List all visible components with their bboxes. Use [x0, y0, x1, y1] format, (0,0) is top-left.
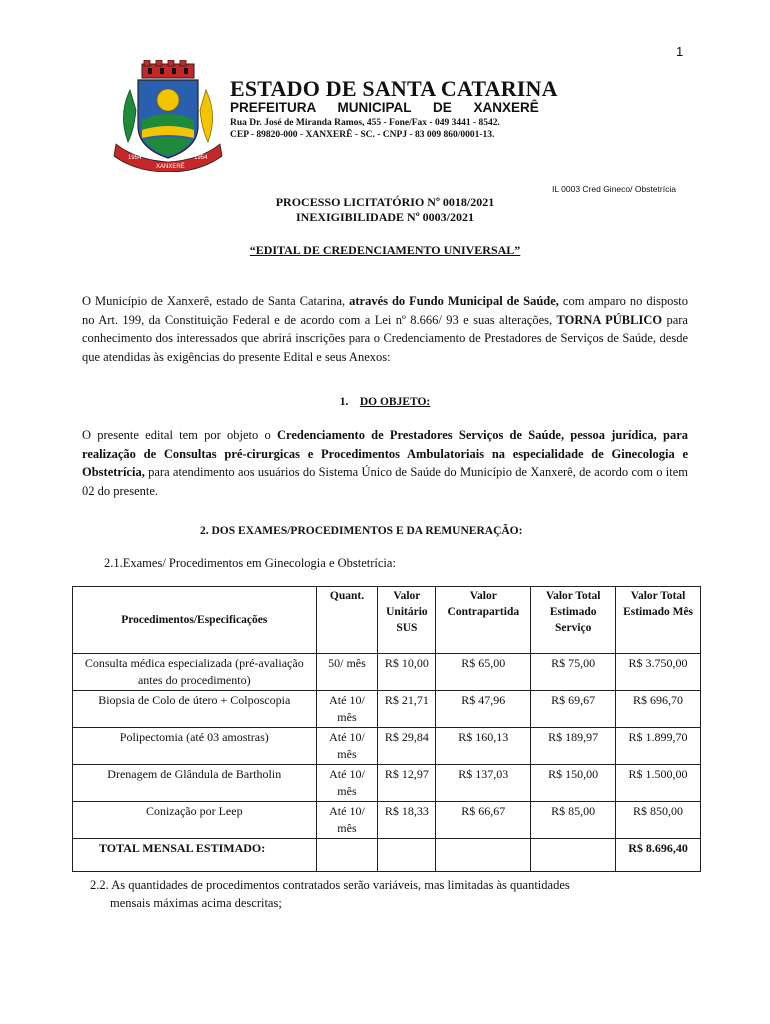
section-2-heading: 2. DOS EXAMES/PROCEDIMENTOS E DA REMUNERAÇÃO: [200, 525, 523, 537]
state-name: ESTADO DE SANTA CATARINA [230, 76, 558, 101]
cell-valor-total-mes: R$ 696,70 [616, 691, 701, 728]
subsection-2-2-line-2: mensais máximas acima descritas; [110, 896, 282, 910]
cell-procedimento: Drenagem de Glândula de Bartholin [73, 765, 317, 802]
header-valor-total-mes: Valor Total Estimado Mês [616, 587, 701, 654]
section-1-heading [0, 396, 770, 408]
total-empty-cell [378, 839, 436, 872]
table-total-row [73, 839, 701, 872]
intro-paragraph [82, 292, 688, 366]
total-value: R$ 8.696,40 [616, 839, 701, 872]
subsection-2-2 [90, 876, 690, 912]
intro-bold-1: através do Fundo Municipal de Saúde, [349, 294, 559, 308]
cell-valor-unitario: R$ 18,33 [378, 802, 436, 839]
page-number: 1 [676, 44, 684, 59]
table-row [73, 654, 701, 691]
table-row [73, 765, 701, 802]
edital-title-text: “EDITAL DE CREDENCIAMENTO UNIVERSAL” [249, 243, 521, 257]
cell-valor-contrapartida: R$ 47,96 [436, 691, 531, 728]
total-empty-cell [316, 839, 378, 872]
crest-banner-bottom: XANXERÊ [156, 164, 185, 170]
header-valor-total-servico: Valor Total Estimado Serviço [531, 587, 616, 654]
objeto-text-1: O presente edital tem por objeto o [82, 428, 277, 442]
cell-quant: Até 10/ mês [316, 691, 378, 728]
header-valor-contrapartida: Valor Contrapartida [436, 587, 531, 654]
cell-valor-unitario: R$ 21,71 [378, 691, 436, 728]
cell-valor-contrapartida: R$ 66,67 [436, 802, 531, 839]
cell-valor-total-mes: R$ 1.899,70 [616, 728, 701, 765]
table-row [73, 728, 701, 765]
procedures-table [72, 586, 701, 872]
header-procedimentos: Procedimentos/Especificações [73, 587, 317, 654]
cell-valor-total-mes: R$ 1.500,00 [616, 765, 701, 802]
document-reference: IL 0003 Cred Gineco/ Obstetrícia [552, 184, 676, 194]
prefeitura-name: PREFEITURA MUNICIPAL DE XANXERÊ [230, 100, 539, 115]
cell-procedimento: Polipectomia (até 03 amostras) [73, 728, 317, 765]
cell-valor-unitario: R$ 12,97 [378, 765, 436, 802]
cell-valor-total-servico: R$ 69,67 [531, 691, 616, 728]
cell-valor-total-servico: R$ 75,00 [531, 654, 616, 691]
total-empty-cell [531, 839, 616, 872]
cell-quant: Até 10/ mês [316, 765, 378, 802]
objeto-bold: Credenciamento de Prestadores Serviços de Saúde, pessoa jurídica, para realização de Consultas pré-cirurgicas e Procedimentos Ambulatoriais na especialidade de Ginecologia e Obstetrícia, [82, 428, 688, 479]
cell-valor-total-mes: R$ 3.750,00 [616, 654, 701, 691]
cell-quant: Até 10/ mês [316, 802, 378, 839]
table-header-row [73, 587, 701, 654]
cell-valor-contrapartida: R$ 137,03 [436, 765, 531, 802]
intro-text-2: com amparo no disposto no Art. 199, da Constituição Federal e de acordo com a Lei nº 8.666/ 93 e suas alterações, [82, 294, 688, 327]
intro-bold-2: TORNA PÚBLICO [556, 312, 663, 327]
table-row [73, 691, 701, 728]
section-1-number: 1. [339, 396, 349, 408]
cell-valor-unitario: R$ 10,00 [378, 654, 436, 691]
cell-valor-total-servico: R$ 150,00 [531, 765, 616, 802]
cell-procedimento: Biopsia de Colo de útero + Colposcopia [73, 691, 317, 728]
inexigibilidade-number: INEXIGIBILIDADE Nº 0003/2021 [296, 210, 474, 224]
edital-title [0, 243, 770, 258]
cell-procedimento: Conização por Leep [73, 802, 317, 839]
total-label: TOTAL MENSAL ESTIMADO: [73, 839, 317, 872]
cell-valor-total-mes: R$ 850,00 [616, 802, 701, 839]
address-line-2: CEP - 89820-000 - XANXERÊ - SC. - CNPJ - 83 009 860/0001-13. [230, 130, 495, 140]
crest-banner-right: 1954 [194, 155, 208, 161]
subsection-2-2-number: 2.2. [90, 878, 109, 892]
total-empty-cell [436, 839, 531, 872]
cell-valor-contrapartida: R$ 160,13 [436, 728, 531, 765]
intro-text-1: O Município de Xanxerê, estado de Santa Catarina, [82, 294, 350, 308]
cell-procedimento: Consulta médica especializada (pré-avaliação antes do procedimento) [73, 654, 317, 691]
header-valor-unitario: Valor Unitário SUS [378, 587, 436, 654]
subsection-2-1: 2.1.Exames/ Procedimentos em Ginecologia e Obstetrícia: [104, 556, 396, 570]
cell-valor-total-servico: R$ 85,00 [531, 802, 616, 839]
table-row [73, 802, 701, 839]
cell-valor-total-servico: R$ 189,97 [531, 728, 616, 765]
subsection-2-2-line-1: As quantidades de procedimentos contratados serão variáveis, mas limitadas às quantidades [111, 878, 570, 892]
processo-number: PROCESSO LICITATÓRIO Nº 0018/2021 [275, 195, 495, 209]
crown-icon [142, 60, 194, 78]
cell-quant: 50/ mês [316, 654, 378, 691]
objeto-text-2: para atendimento aos usuários do Sistema Único de Saúde do Município de Xanxerê, de acordo com o item 02 do presente. [82, 465, 688, 498]
municipal-crest-icon [112, 60, 224, 172]
objeto-paragraph [82, 426, 688, 500]
header-quant: Quant. [316, 587, 378, 654]
address-line-1: Rua Dr. José de Miranda Ramos, 455 - Fone/Fax - 049 3441 - 8542. [230, 118, 500, 128]
cell-quant: Até 10/ mês [316, 728, 378, 765]
cell-valor-contrapartida: R$ 65,00 [436, 654, 531, 691]
crest-banner-left: 1954 [128, 155, 142, 161]
intro-text-3: para conhecimento dos interessados que abrirá inscrições para o Credenciamento de Prestadores de Serviços de Saúde, desde que atendidas às exigências do presente Edital e seus Anexos: [82, 312, 688, 364]
section-1-title: DO OBJETO: [359, 396, 431, 408]
cell-valor-unitario: R$ 29,84 [378, 728, 436, 765]
